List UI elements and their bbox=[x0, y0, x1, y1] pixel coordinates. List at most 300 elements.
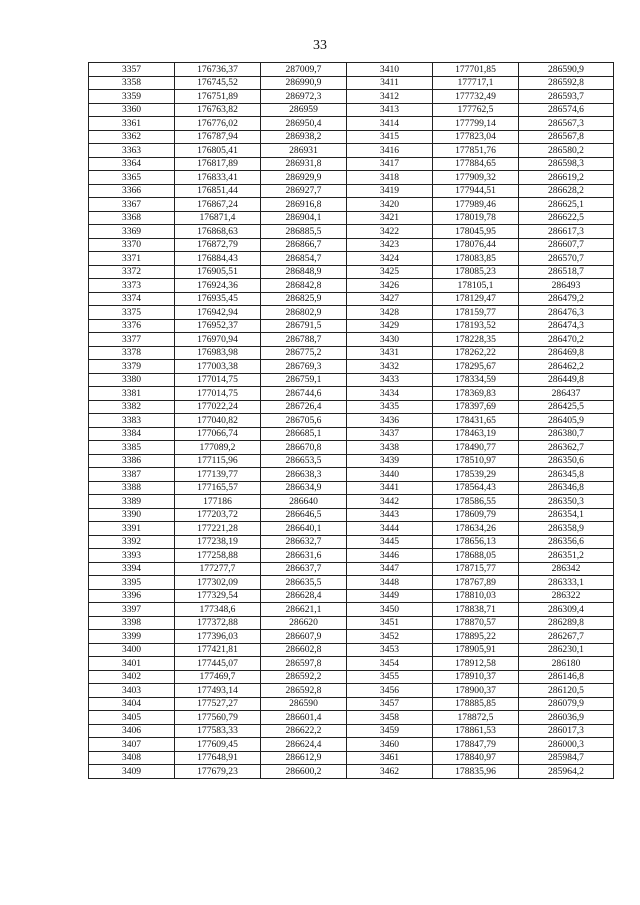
point-number-cell: 3360 bbox=[89, 103, 175, 117]
point-number-cell: 3395 bbox=[89, 576, 175, 590]
x-coordinate-cell: 176924,36 bbox=[175, 279, 261, 293]
y-coordinate-cell: 286267,7 bbox=[519, 630, 614, 644]
y-coordinate-cell: 286342 bbox=[519, 562, 614, 576]
x-coordinate-cell: 176817,89 bbox=[175, 157, 261, 171]
y-coordinate-cell: 286938,2 bbox=[261, 130, 347, 144]
point-number-cell: 3462 bbox=[347, 765, 433, 779]
x-coordinate-cell: 176872,79 bbox=[175, 238, 261, 252]
table-row bbox=[89, 495, 614, 509]
table-row bbox=[89, 481, 614, 495]
table-row bbox=[89, 454, 614, 468]
x-coordinate-cell: 176833,41 bbox=[175, 171, 261, 185]
y-coordinate-cell: 286593,7 bbox=[519, 90, 614, 104]
table-row bbox=[89, 184, 614, 198]
point-number-cell: 3394 bbox=[89, 562, 175, 576]
x-coordinate-cell: 178847,79 bbox=[433, 738, 519, 752]
point-number-cell: 3402 bbox=[89, 670, 175, 684]
point-number-cell: 3386 bbox=[89, 454, 175, 468]
point-number-cell: 3438 bbox=[347, 441, 433, 455]
table-row bbox=[89, 292, 614, 306]
point-number-cell: 3420 bbox=[347, 198, 433, 212]
y-coordinate-cell: 286990,9 bbox=[261, 76, 347, 90]
point-number-cell: 3382 bbox=[89, 400, 175, 414]
point-number-cell: 3448 bbox=[347, 576, 433, 590]
point-number-cell: 3376 bbox=[89, 319, 175, 333]
x-coordinate-cell: 177732,49 bbox=[433, 90, 519, 104]
x-coordinate-cell: 177884,65 bbox=[433, 157, 519, 171]
y-coordinate-cell: 286927,7 bbox=[261, 184, 347, 198]
point-number-cell: 3455 bbox=[347, 670, 433, 684]
point-number-cell: 3406 bbox=[89, 724, 175, 738]
x-coordinate-cell: 176736,37 bbox=[175, 63, 261, 77]
y-coordinate-cell: 286612,9 bbox=[261, 751, 347, 765]
x-coordinate-cell: 178564,43 bbox=[433, 481, 519, 495]
x-coordinate-cell: 177066,74 bbox=[175, 427, 261, 441]
table-row bbox=[89, 603, 614, 617]
point-number-cell: 3398 bbox=[89, 616, 175, 630]
point-number-cell: 3400 bbox=[89, 643, 175, 657]
y-coordinate-cell: 286345,8 bbox=[519, 468, 614, 482]
table-row bbox=[89, 724, 614, 738]
point-number-cell: 3371 bbox=[89, 252, 175, 266]
y-coordinate-cell: 286479,2 bbox=[519, 292, 614, 306]
y-coordinate-cell: 286350,6 bbox=[519, 454, 614, 468]
x-coordinate-cell: 176905,51 bbox=[175, 265, 261, 279]
y-coordinate-cell: 286358,9 bbox=[519, 522, 614, 536]
point-number-cell: 3404 bbox=[89, 697, 175, 711]
y-coordinate-cell: 286670,8 bbox=[261, 441, 347, 455]
x-coordinate-cell: 177421,81 bbox=[175, 643, 261, 657]
x-coordinate-cell: 178835,96 bbox=[433, 765, 519, 779]
point-number-cell: 3428 bbox=[347, 306, 433, 320]
y-coordinate-cell: 286885,5 bbox=[261, 225, 347, 239]
point-number-cell: 3422 bbox=[347, 225, 433, 239]
y-coordinate-cell: 286322 bbox=[519, 589, 614, 603]
y-coordinate-cell: 286802,9 bbox=[261, 306, 347, 320]
y-coordinate-cell: 286590 bbox=[261, 697, 347, 711]
coordinates-table bbox=[88, 62, 614, 779]
point-number-cell: 3437 bbox=[347, 427, 433, 441]
y-coordinate-cell: 286685,1 bbox=[261, 427, 347, 441]
y-coordinate-cell: 286640 bbox=[261, 495, 347, 509]
x-coordinate-cell: 178885,85 bbox=[433, 697, 519, 711]
point-number-cell: 3378 bbox=[89, 346, 175, 360]
x-coordinate-cell: 178905,91 bbox=[433, 643, 519, 657]
y-coordinate-cell: 286854,7 bbox=[261, 252, 347, 266]
x-coordinate-cell: 178369,83 bbox=[433, 387, 519, 401]
y-coordinate-cell: 286842,8 bbox=[261, 279, 347, 293]
y-coordinate-cell: 286476,3 bbox=[519, 306, 614, 320]
table-row bbox=[89, 549, 614, 563]
point-number-cell: 3454 bbox=[347, 657, 433, 671]
point-number-cell: 3414 bbox=[347, 117, 433, 131]
point-number-cell: 3385 bbox=[89, 441, 175, 455]
x-coordinate-cell: 178083,85 bbox=[433, 252, 519, 266]
y-coordinate-cell: 285964,2 bbox=[519, 765, 614, 779]
y-coordinate-cell: 286624,4 bbox=[261, 738, 347, 752]
y-coordinate-cell: 286079,9 bbox=[519, 697, 614, 711]
x-coordinate-cell: 178431,65 bbox=[433, 414, 519, 428]
x-coordinate-cell: 178586,55 bbox=[433, 495, 519, 509]
y-coordinate-cell: 286622,2 bbox=[261, 724, 347, 738]
x-coordinate-cell: 177203,72 bbox=[175, 508, 261, 522]
y-coordinate-cell: 286597,8 bbox=[261, 657, 347, 671]
x-coordinate-cell: 178539,29 bbox=[433, 468, 519, 482]
y-coordinate-cell: 286333,1 bbox=[519, 576, 614, 590]
table-row bbox=[89, 238, 614, 252]
y-coordinate-cell: 286866,7 bbox=[261, 238, 347, 252]
point-number-cell: 3442 bbox=[347, 495, 433, 509]
x-coordinate-cell: 178895,22 bbox=[433, 630, 519, 644]
x-coordinate-cell: 177372,88 bbox=[175, 616, 261, 630]
x-coordinate-cell: 177329,54 bbox=[175, 589, 261, 603]
point-number-cell: 3396 bbox=[89, 589, 175, 603]
y-coordinate-cell: 286354,1 bbox=[519, 508, 614, 522]
x-coordinate-cell: 176868,63 bbox=[175, 225, 261, 239]
point-number-cell: 3451 bbox=[347, 616, 433, 630]
point-number-cell: 3364 bbox=[89, 157, 175, 171]
x-coordinate-cell: 177701,85 bbox=[433, 63, 519, 77]
table-row bbox=[89, 90, 614, 104]
y-coordinate-cell: 286474,3 bbox=[519, 319, 614, 333]
point-number-cell: 3373 bbox=[89, 279, 175, 293]
table-row bbox=[89, 441, 614, 455]
point-number-cell: 3391 bbox=[89, 522, 175, 536]
x-coordinate-cell: 178609,79 bbox=[433, 508, 519, 522]
y-coordinate-cell: 286950,4 bbox=[261, 117, 347, 131]
table-row bbox=[89, 373, 614, 387]
x-coordinate-cell: 176787,94 bbox=[175, 130, 261, 144]
point-number-cell: 3427 bbox=[347, 292, 433, 306]
point-number-cell: 3458 bbox=[347, 711, 433, 725]
point-number-cell: 3374 bbox=[89, 292, 175, 306]
y-coordinate-cell: 286230,1 bbox=[519, 643, 614, 657]
table-row bbox=[89, 697, 614, 711]
table-row bbox=[89, 468, 614, 482]
x-coordinate-cell: 178334,59 bbox=[433, 373, 519, 387]
table-row bbox=[89, 63, 614, 77]
point-number-cell: 3429 bbox=[347, 319, 433, 333]
y-coordinate-cell: 286632,7 bbox=[261, 535, 347, 549]
point-number-cell: 3363 bbox=[89, 144, 175, 158]
table-row bbox=[89, 414, 614, 428]
x-coordinate-cell: 177679,23 bbox=[175, 765, 261, 779]
y-coordinate-cell: 286628,2 bbox=[519, 184, 614, 198]
x-coordinate-cell: 177762,5 bbox=[433, 103, 519, 117]
x-coordinate-cell: 178262,22 bbox=[433, 346, 519, 360]
point-number-cell: 3411 bbox=[347, 76, 433, 90]
y-coordinate-cell: 286518,7 bbox=[519, 265, 614, 279]
point-number-cell: 3383 bbox=[89, 414, 175, 428]
table-row bbox=[89, 144, 614, 158]
point-number-cell: 3426 bbox=[347, 279, 433, 293]
point-number-cell: 3358 bbox=[89, 76, 175, 90]
x-coordinate-cell: 178634,26 bbox=[433, 522, 519, 536]
point-number-cell: 3362 bbox=[89, 130, 175, 144]
table-row bbox=[89, 319, 614, 333]
x-coordinate-cell: 178105,1 bbox=[433, 279, 519, 293]
point-number-cell: 3389 bbox=[89, 495, 175, 509]
y-coordinate-cell: 286628,4 bbox=[261, 589, 347, 603]
x-coordinate-cell: 177989,46 bbox=[433, 198, 519, 212]
point-number-cell: 3415 bbox=[347, 130, 433, 144]
y-coordinate-cell: 286788,7 bbox=[261, 333, 347, 347]
point-number-cell: 3423 bbox=[347, 238, 433, 252]
point-number-cell: 3388 bbox=[89, 481, 175, 495]
x-coordinate-cell: 176751,89 bbox=[175, 90, 261, 104]
point-number-cell: 3436 bbox=[347, 414, 433, 428]
table-row bbox=[89, 630, 614, 644]
point-number-cell: 3446 bbox=[347, 549, 433, 563]
x-coordinate-cell: 177469,7 bbox=[175, 670, 261, 684]
y-coordinate-cell: 286916,8 bbox=[261, 198, 347, 212]
table-row bbox=[89, 252, 614, 266]
x-coordinate-cell: 178490,77 bbox=[433, 441, 519, 455]
table-row bbox=[89, 751, 614, 765]
y-coordinate-cell: 286705,6 bbox=[261, 414, 347, 428]
x-coordinate-cell: 176851,44 bbox=[175, 184, 261, 198]
x-coordinate-cell: 176952,37 bbox=[175, 319, 261, 333]
x-coordinate-cell: 178295,67 bbox=[433, 360, 519, 374]
table-row bbox=[89, 76, 614, 90]
y-coordinate-cell: 286493 bbox=[519, 279, 614, 293]
point-number-cell: 3430 bbox=[347, 333, 433, 347]
point-number-cell: 3403 bbox=[89, 684, 175, 698]
y-coordinate-cell: 286346,8 bbox=[519, 481, 614, 495]
point-number-cell: 3434 bbox=[347, 387, 433, 401]
y-coordinate-cell: 286405,9 bbox=[519, 414, 614, 428]
point-number-cell: 3433 bbox=[347, 373, 433, 387]
point-number-cell: 3424 bbox=[347, 252, 433, 266]
y-coordinate-cell: 286590,9 bbox=[519, 63, 614, 77]
point-number-cell: 3439 bbox=[347, 454, 433, 468]
point-number-cell: 3384 bbox=[89, 427, 175, 441]
y-coordinate-cell: 286634,9 bbox=[261, 481, 347, 495]
point-number-cell: 3387 bbox=[89, 468, 175, 482]
point-number-cell: 3375 bbox=[89, 306, 175, 320]
y-coordinate-cell: 286726,4 bbox=[261, 400, 347, 414]
y-coordinate-cell: 286622,5 bbox=[519, 211, 614, 225]
x-coordinate-cell: 178715,77 bbox=[433, 562, 519, 576]
x-coordinate-cell: 178085,23 bbox=[433, 265, 519, 279]
x-coordinate-cell: 176776,02 bbox=[175, 117, 261, 131]
point-number-cell: 3399 bbox=[89, 630, 175, 644]
x-coordinate-cell: 177560,79 bbox=[175, 711, 261, 725]
x-coordinate-cell: 178019,78 bbox=[433, 211, 519, 225]
y-coordinate-cell: 286592,8 bbox=[519, 76, 614, 90]
point-number-cell: 3441 bbox=[347, 481, 433, 495]
x-coordinate-cell: 177238,19 bbox=[175, 535, 261, 549]
table-row bbox=[89, 265, 614, 279]
x-coordinate-cell: 178838,71 bbox=[433, 603, 519, 617]
y-coordinate-cell: 286621,1 bbox=[261, 603, 347, 617]
point-number-cell: 3393 bbox=[89, 549, 175, 563]
y-coordinate-cell: 286437 bbox=[519, 387, 614, 401]
x-coordinate-cell: 178870,57 bbox=[433, 616, 519, 630]
x-coordinate-cell: 176745,52 bbox=[175, 76, 261, 90]
x-coordinate-cell: 177014,75 bbox=[175, 373, 261, 387]
point-number-cell: 3357 bbox=[89, 63, 175, 77]
x-coordinate-cell: 177648,91 bbox=[175, 751, 261, 765]
x-coordinate-cell: 178912,58 bbox=[433, 657, 519, 671]
x-coordinate-cell: 177014,75 bbox=[175, 387, 261, 401]
x-coordinate-cell: 177165,57 bbox=[175, 481, 261, 495]
y-coordinate-cell: 286570,7 bbox=[519, 252, 614, 266]
point-number-cell: 3413 bbox=[347, 103, 433, 117]
y-coordinate-cell: 286931,8 bbox=[261, 157, 347, 171]
y-coordinate-cell: 286825,9 bbox=[261, 292, 347, 306]
point-number-cell: 3390 bbox=[89, 508, 175, 522]
x-coordinate-cell: 177040,82 bbox=[175, 414, 261, 428]
y-coordinate-cell: 286607,9 bbox=[261, 630, 347, 644]
y-coordinate-cell: 286972,3 bbox=[261, 90, 347, 104]
y-coordinate-cell: 286000,3 bbox=[519, 738, 614, 752]
y-coordinate-cell: 286791,5 bbox=[261, 319, 347, 333]
table-row bbox=[89, 576, 614, 590]
point-number-cell: 3366 bbox=[89, 184, 175, 198]
table-row bbox=[89, 657, 614, 671]
x-coordinate-cell: 177799,14 bbox=[433, 117, 519, 131]
table-row bbox=[89, 535, 614, 549]
point-number-cell: 3372 bbox=[89, 265, 175, 279]
y-coordinate-cell: 286759,1 bbox=[261, 373, 347, 387]
x-coordinate-cell: 177089,2 bbox=[175, 441, 261, 455]
point-number-cell: 3361 bbox=[89, 117, 175, 131]
x-coordinate-cell: 178228,35 bbox=[433, 333, 519, 347]
y-coordinate-cell: 286607,7 bbox=[519, 238, 614, 252]
point-number-cell: 3460 bbox=[347, 738, 433, 752]
point-number-cell: 3419 bbox=[347, 184, 433, 198]
x-coordinate-cell: 176983,98 bbox=[175, 346, 261, 360]
x-coordinate-cell: 178656,13 bbox=[433, 535, 519, 549]
y-coordinate-cell: 286380,7 bbox=[519, 427, 614, 441]
y-coordinate-cell: 286769,3 bbox=[261, 360, 347, 374]
y-coordinate-cell: 286744,6 bbox=[261, 387, 347, 401]
table-row bbox=[89, 225, 614, 239]
y-coordinate-cell: 286592,2 bbox=[261, 670, 347, 684]
y-coordinate-cell: 286017,3 bbox=[519, 724, 614, 738]
y-coordinate-cell: 286356,6 bbox=[519, 535, 614, 549]
x-coordinate-cell: 177022,24 bbox=[175, 400, 261, 414]
table-row bbox=[89, 589, 614, 603]
point-number-cell: 3417 bbox=[347, 157, 433, 171]
x-coordinate-cell: 177583,33 bbox=[175, 724, 261, 738]
y-coordinate-cell: 286580,2 bbox=[519, 144, 614, 158]
x-coordinate-cell: 177851,76 bbox=[433, 144, 519, 158]
point-number-cell: 3459 bbox=[347, 724, 433, 738]
coordinates-table-body bbox=[89, 63, 614, 779]
y-coordinate-cell: 286637,7 bbox=[261, 562, 347, 576]
y-coordinate-cell: 286449,8 bbox=[519, 373, 614, 387]
point-number-cell: 3379 bbox=[89, 360, 175, 374]
table-row bbox=[89, 427, 614, 441]
table-row bbox=[89, 211, 614, 225]
x-coordinate-cell: 178463,19 bbox=[433, 427, 519, 441]
table-row bbox=[89, 171, 614, 185]
x-coordinate-cell: 178900,37 bbox=[433, 684, 519, 698]
x-coordinate-cell: 177277,7 bbox=[175, 562, 261, 576]
point-number-cell: 3409 bbox=[89, 765, 175, 779]
point-number-cell: 3461 bbox=[347, 751, 433, 765]
x-coordinate-cell: 178159,77 bbox=[433, 306, 519, 320]
point-number-cell: 3368 bbox=[89, 211, 175, 225]
y-coordinate-cell: 286601,4 bbox=[261, 711, 347, 725]
y-coordinate-cell: 286350,3 bbox=[519, 495, 614, 509]
y-coordinate-cell: 286638,3 bbox=[261, 468, 347, 482]
y-coordinate-cell: 286598,3 bbox=[519, 157, 614, 171]
x-coordinate-cell: 178910,37 bbox=[433, 670, 519, 684]
x-coordinate-cell: 178076,44 bbox=[433, 238, 519, 252]
table-row bbox=[89, 387, 614, 401]
x-coordinate-cell: 176942,94 bbox=[175, 306, 261, 320]
x-coordinate-cell: 177348,6 bbox=[175, 603, 261, 617]
y-coordinate-cell: 286620 bbox=[261, 616, 347, 630]
table-row bbox=[89, 711, 614, 725]
y-coordinate-cell: 286635,5 bbox=[261, 576, 347, 590]
table-row bbox=[89, 400, 614, 414]
x-coordinate-cell: 178397,69 bbox=[433, 400, 519, 414]
y-coordinate-cell: 286619,2 bbox=[519, 171, 614, 185]
y-coordinate-cell: 286351,2 bbox=[519, 549, 614, 563]
x-coordinate-cell: 177139,77 bbox=[175, 468, 261, 482]
point-number-cell: 3401 bbox=[89, 657, 175, 671]
table-row bbox=[89, 130, 614, 144]
x-coordinate-cell: 177258,88 bbox=[175, 549, 261, 563]
table-row bbox=[89, 360, 614, 374]
y-coordinate-cell: 286617,3 bbox=[519, 225, 614, 239]
x-coordinate-cell: 178193,52 bbox=[433, 319, 519, 333]
x-coordinate-cell: 178872,5 bbox=[433, 711, 519, 725]
y-coordinate-cell: 286904,1 bbox=[261, 211, 347, 225]
x-coordinate-cell: 176935,45 bbox=[175, 292, 261, 306]
point-number-cell: 3425 bbox=[347, 265, 433, 279]
point-number-cell: 3421 bbox=[347, 211, 433, 225]
x-coordinate-cell: 177186 bbox=[175, 495, 261, 509]
x-coordinate-cell: 177445,07 bbox=[175, 657, 261, 671]
point-number-cell: 3435 bbox=[347, 400, 433, 414]
x-coordinate-cell: 178767,89 bbox=[433, 576, 519, 590]
x-coordinate-cell: 177717,1 bbox=[433, 76, 519, 90]
point-number-cell: 3450 bbox=[347, 603, 433, 617]
x-coordinate-cell: 178688,05 bbox=[433, 549, 519, 563]
y-coordinate-cell: 286625,1 bbox=[519, 198, 614, 212]
point-number-cell: 3410 bbox=[347, 63, 433, 77]
point-number-cell: 3449 bbox=[347, 589, 433, 603]
table-row bbox=[89, 670, 614, 684]
x-coordinate-cell: 178045,95 bbox=[433, 225, 519, 239]
y-coordinate-cell: 286653,5 bbox=[261, 454, 347, 468]
point-number-cell: 3407 bbox=[89, 738, 175, 752]
y-coordinate-cell: 286567,3 bbox=[519, 117, 614, 131]
point-number-cell: 3365 bbox=[89, 171, 175, 185]
point-number-cell: 3432 bbox=[347, 360, 433, 374]
y-coordinate-cell: 286146,8 bbox=[519, 670, 614, 684]
x-coordinate-cell: 178840,97 bbox=[433, 751, 519, 765]
table-row bbox=[89, 684, 614, 698]
y-coordinate-cell: 286180 bbox=[519, 657, 614, 671]
x-coordinate-cell: 178510,97 bbox=[433, 454, 519, 468]
point-number-cell: 3359 bbox=[89, 90, 175, 104]
point-number-cell: 3445 bbox=[347, 535, 433, 549]
y-coordinate-cell: 286470,2 bbox=[519, 333, 614, 347]
y-coordinate-cell: 286929,9 bbox=[261, 171, 347, 185]
y-coordinate-cell: 286848,9 bbox=[261, 265, 347, 279]
point-number-cell: 3457 bbox=[347, 697, 433, 711]
point-number-cell: 3381 bbox=[89, 387, 175, 401]
x-coordinate-cell: 178129,47 bbox=[433, 292, 519, 306]
y-coordinate-cell: 286931 bbox=[261, 144, 347, 158]
y-coordinate-cell: 286567,8 bbox=[519, 130, 614, 144]
